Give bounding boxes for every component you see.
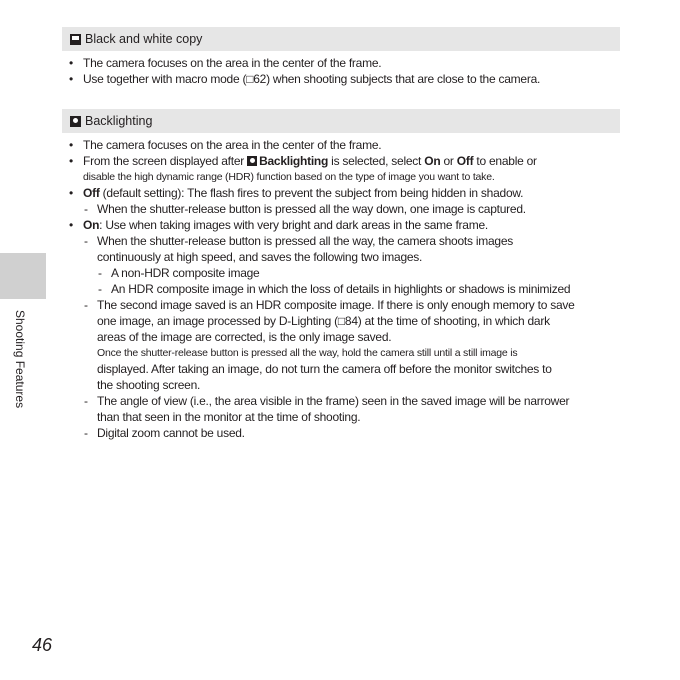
bw-copy-mode-icon: [70, 34, 81, 45]
bl-on-sub2-line6: the shooting screen.: [97, 378, 201, 392]
bl-hdr-line1-end: to enable or: [473, 154, 537, 168]
bl-on-text: : Use when taking images with very bright and dark areas in the same frame.: [99, 218, 488, 232]
bl-off-label: Off: [83, 186, 100, 200]
bl-hdr-text-mid2: or: [440, 154, 457, 168]
bl-hdr-off-label: Off: [456, 154, 474, 168]
bl-on-sub3-line2: than that seen in the monitor at the time of shooting.: [97, 410, 361, 424]
bl-on-sub4: - Digital zoom cannot be used.: [62, 425, 620, 441]
bl-on-sub2-line3: areas of the image are corrected, is the only image saved.: [97, 330, 392, 344]
bl-off-text: (default setting): The flash fires to prevent the subject from being hidden in shadow.: [99, 186, 524, 200]
bl-on-sub2-line4: Once the shutter-release button is pressed all the way, hold the camera still until a still image is: [97, 347, 518, 359]
page-number: 46: [32, 635, 53, 655]
bl-on-sub1: [62, 233, 620, 265]
backlighting-title: Backlighting: [85, 114, 153, 128]
bl-hdr-line2: disable the high dynamic range (HDR) function based on the type of image you want to take.: [83, 171, 495, 183]
backlighting-header: [62, 109, 620, 133]
chapter-side-label: Shooting Features: [13, 310, 27, 409]
bw-item-macro: • Use together with macro mode (□62) when shooting subjects that are close to the camera.: [62, 71, 620, 87]
bl-on-sub2: [62, 297, 620, 393]
backlighting-section: [62, 109, 620, 441]
backlighting-inline-icon: [247, 156, 257, 166]
bl-on-subsub-2: - An HDR composite image in which the loss of details in highlights or shadows is minimized: [62, 281, 620, 297]
page-content: [62, 27, 620, 441]
bl-on-sub2-line2: one image, an image processed by D-Lighting (□84) at the time of shooting, in which dark: [97, 314, 550, 328]
bw-copy-list: [62, 55, 620, 87]
backlighting-mode-icon: [70, 116, 81, 127]
bl-on-sub1-line2: continuously at high speed, and saves the following two images.: [97, 250, 423, 264]
bw-copy-header: [62, 27, 620, 51]
bl-on-sub2-line5: displayed. After taking an image, do not turn the camera off before the monitor switches to: [97, 362, 552, 376]
bl-hdr-text-before: From the screen displayed after: [83, 154, 248, 168]
bl-off-sub: - When the shutter-release button is pressed all the way down, one image is captured.: [62, 201, 620, 217]
bl-on-sub3: [62, 393, 620, 425]
bl-hdr-mode-name: Backlighting: [259, 154, 329, 168]
bl-hdr-on-label: On: [424, 154, 441, 168]
bl-on-sub1-line1: When the shutter-release button is pressed all the way, the camera shoots images: [97, 234, 514, 248]
chapter-tab: [0, 253, 46, 299]
bl-item-on: [62, 217, 620, 233]
bl-on-sub2-line1: The second image saved is an HDR composite image. If there is only enough memory to save: [97, 298, 575, 312]
bw-item-focus: • The camera focuses on the area in the center of the frame.: [62, 55, 620, 71]
bl-hdr-text-mid1: is selected, select: [328, 154, 425, 168]
bl-on-subsub-1: - A non-HDR composite image: [62, 265, 620, 281]
bl-on-sub3-line1: The angle of view (i.e., the area visible in the frame) seen in the saved image will be narrower: [97, 394, 570, 408]
bl-item-hdr-setting: [62, 153, 620, 185]
bl-item-off: [62, 185, 620, 201]
bl-item-focus: • The camera focuses on the area in the center of the frame.: [62, 137, 620, 153]
bl-on-label: On: [83, 218, 100, 232]
bw-copy-section: [62, 27, 620, 87]
backlighting-list: [62, 137, 620, 441]
bw-copy-title: Black and white copy: [85, 32, 203, 46]
